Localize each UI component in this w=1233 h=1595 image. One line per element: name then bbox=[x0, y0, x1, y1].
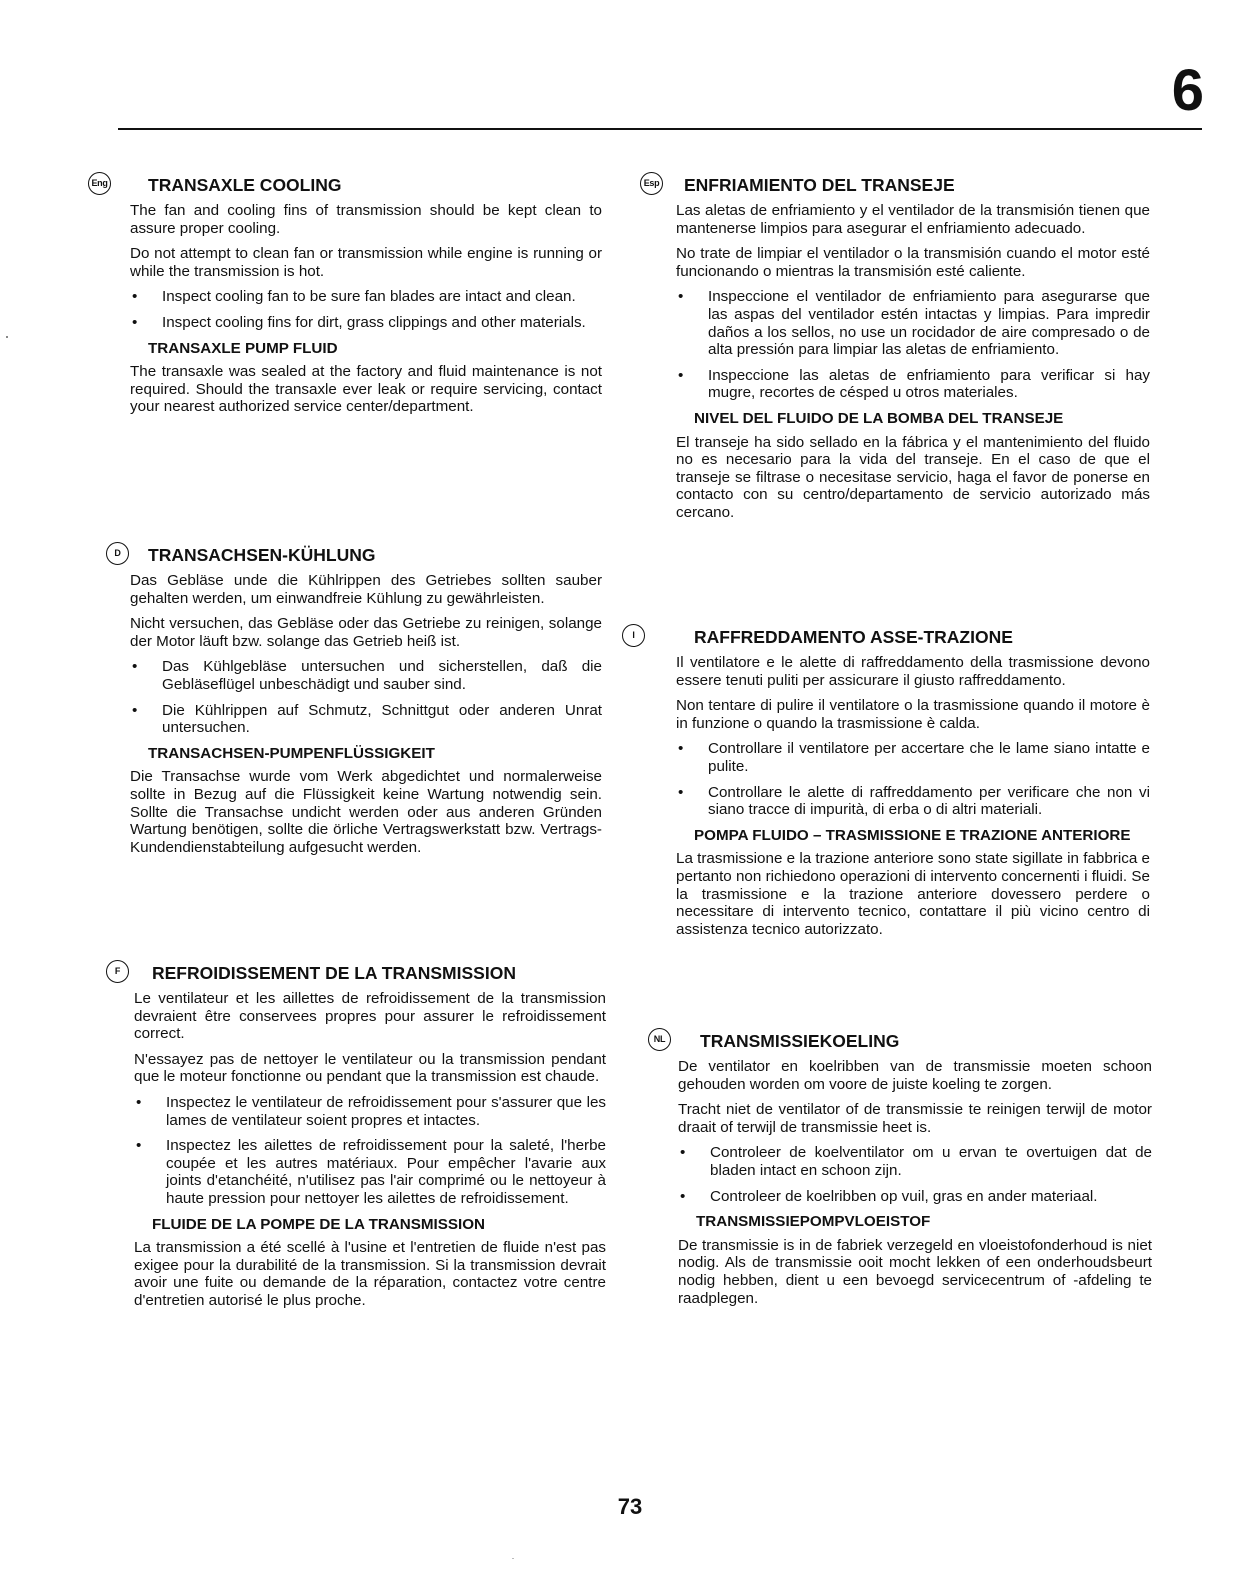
bullet-list bbox=[134, 1094, 606, 1208]
paragraph: Le ventilateur et les aillettes de refroidissement de la transmission devraient être conservees propres pour assurer le refroidissement correct. bbox=[134, 990, 606, 1043]
section-french bbox=[114, 962, 606, 1318]
section-dutch bbox=[653, 1030, 1152, 1315]
bullet-list bbox=[678, 1144, 1152, 1205]
section-title: REFROIDISSEMENT DE LA TRANSMISSION bbox=[152, 963, 516, 983]
chapter-number: 6 bbox=[1171, 58, 1204, 123]
subsection-title: NIVEL DEL FLUIDO DE LA BOMBA DEL TRANSEJE bbox=[694, 409, 1064, 427]
language-english-icon: Eng bbox=[88, 172, 111, 195]
list-item: • Controleer de koelventilator om u ervan te overtuigen dat de bladen intact en schoon zijn. bbox=[678, 1144, 1152, 1179]
paragraph: N'essayez pas de nettoyer le ventilateur ou la transmission pendant que le moteur fonctionne ou pendant que la transmission est chaude. bbox=[134, 1050, 606, 1086]
scan-speck bbox=[512, 1558, 514, 1559]
paragraph: Das Gebläse unde die Kühlrippen des Getriebes sollten sauber gehalten werden, um einwandfreie Kühlung zu gewährleisten. bbox=[130, 572, 602, 607]
paragraph: Non tentare di pulire il ventilatore o la trasmissione quando il motore è in funzione o quando la trasmissione è calda. bbox=[676, 697, 1150, 732]
paragraph: The transaxle was sealed at the factory and fluid maintenance is not required. Should the transaxle ever leak or require servicing, contact your nearest authorized service center/department. bbox=[130, 363, 602, 416]
list-item: • Die Kühlrippen auf Schmutz, Schnittgut oder anderen Unrat untersuchen. bbox=[130, 702, 602, 737]
list-item: • Controllare il ventilatore per accertare che le lame siano intatte e pulite. bbox=[676, 740, 1150, 775]
subsection-title: POMPA FLUIDO – TRASMISSIONE E TRAZIONE ANTERIORE bbox=[694, 826, 1131, 844]
paragraph: Il ventilatore e le alette di raffreddamento della trasmissione devono essere tenuti puliti per assicurare il giusto raffreddamento. bbox=[676, 654, 1150, 689]
paragraph: La trasmissione e la trazione anteriore sono state sigillate in fabbrica e pertanto non richiedono operazioni di intervento concernenti i fluidi. Se la trasmissione e la trazione anteriore dovessero perdere o necessitare di intervento tecnico, contattare il più vicino centro di assistenza tecnico autorizzato. bbox=[676, 850, 1150, 938]
paragraph: El transeje ha sido sellado en la fábrica y el mantenimiento del fluido no es necesario para la vida del transeje. En el caso de que el transeje se filtrase o necesitase servicio, haga el favor de ponerse en contacto con su centro/departamento de servicio autorizado más cercano. bbox=[676, 433, 1150, 521]
section-english bbox=[91, 174, 602, 424]
paragraph: The fan and cooling fins of transmission should be kept clean to assure proper cooling. bbox=[130, 202, 602, 237]
header-rule bbox=[118, 128, 1202, 130]
list-item: • Inspect cooling fins for dirt, grass clippings and other materials. bbox=[130, 314, 602, 332]
bullet-list bbox=[676, 740, 1150, 818]
subsection-title: FLUIDE DE LA POMPE DE LA TRANSMISSION bbox=[152, 1215, 486, 1233]
list-item: • Inspect cooling fan to be sure fan blades are intact and clean. bbox=[130, 288, 602, 306]
bullet-list bbox=[676, 288, 1150, 402]
list-item: • Controllare le alette di raffreddamento per verificare che non vi siano tracce di impurità, di erba o di altri materiali. bbox=[676, 784, 1150, 819]
section-title: TRANSACHSEN-KÜHLUNG bbox=[148, 545, 376, 565]
paragraph: Do not attempt to clean fan or transmission while engine is running or while the transmission is hot. bbox=[130, 245, 602, 280]
section-spanish bbox=[643, 174, 1150, 530]
scan-speck bbox=[6, 336, 8, 338]
subsection-title: TRANSAXLE PUMP FLUID bbox=[148, 339, 338, 357]
paragraph: Tracht niet de ventilator of de transmissie te reinigen terwijl de motor draait of terwijl de transmissie heet is. bbox=[678, 1101, 1152, 1136]
language-german-icon: D bbox=[106, 542, 129, 565]
section-title: RAFFREDDAMENTO ASSE-TRAZIONE bbox=[694, 627, 1013, 647]
paragraph: De ventilator en koelribben van de transmissie moeten schoon gehouden worden om voore de juiste koeling te zorgen. bbox=[678, 1058, 1152, 1093]
subsection-title: TRANSACHSEN-PUMPENFLÜSSIGKEIT bbox=[148, 744, 435, 762]
paragraph: De transmissie is in de fabriek verzegeld en vloeistofonderhoud is niet nodig. Als de transmissie ooit mocht lekken of een onderhoudsbeurt nodig hebben, dient u een bevoegd servicecentrum of -afdeling te raadplegen. bbox=[678, 1236, 1152, 1307]
paragraph: Die Transachse wurde vom Werk abgedichtet und normalerweise sollte in Bezug auf die Flüssigkeit keine Wartung notwendig sein. Sollte die Transachse undicht werden oder aus anderen Gründen Wartung benötigen, sollte die örliche Vertragswerkstatt bzw. Vertrags-Kundendienstabteilung aufgesucht werden. bbox=[130, 768, 602, 856]
list-item: • Controleer de koelribben op vuil, gras en ander materiaal. bbox=[678, 1188, 1152, 1206]
paragraph: La transmission a été scellé à l'usine et l'entretien de fluide n'est pas exigee pour la durabilité de la transmission. Si la transmission devrait avoir une fuite ou demande de la réparation, contactez votre centre d'entretien autorisé le plus proche. bbox=[134, 1239, 606, 1309]
section-title: TRANSAXLE COOLING bbox=[148, 175, 342, 195]
list-item: • Inspectez les ailettes de refroidissement pour la saleté, l'herbe coupée et les autres matériaux. Pour empêcher l'avarie aux joints d'etanchéité, n'utilisez pas l'air comprimé ou le nettoyeur à haute pression pour nettoyer les ailettes de refroidissement. bbox=[134, 1137, 606, 1207]
section-german bbox=[114, 544, 602, 864]
list-item: • Inspeccione el ventilador de enfriamiento para asegurarse que las aspas del ventilador estén intactas y limpias. Para impredir daños a los sellos, no use un rocidador de aire compresado o de alta pressión para limpiar las aletas de enfriamiento. bbox=[676, 288, 1150, 358]
language-french-icon: F bbox=[106, 960, 129, 983]
list-item: • Das Kühlgebläse untersuchen und sicherstellen, daß die Gebläseflügel unbeschädigt und sauber sind. bbox=[130, 658, 602, 693]
page-number: 73 bbox=[617, 1494, 643, 1519]
section-title: TRANSMISSIEKOELING bbox=[700, 1031, 900, 1051]
paragraph: No trate de limpiar el ventilador o la transmisión cuando el motor esté funcionando o mientras la transmisión esté caliente. bbox=[676, 245, 1150, 280]
section-italian bbox=[632, 626, 1150, 946]
bullet-list bbox=[130, 288, 602, 331]
section-title: ENFRIAMIENTO DEL TRANSEJE bbox=[684, 175, 955, 195]
paragraph: Nicht versuchen, das Gebläse oder das Getriebe zu reinigen, solange der Motor läuft bzw. solange das Getrieb heiß ist. bbox=[130, 615, 602, 650]
paragraph: Las aletas de enfriamiento y el ventilador de la transmisión tienen que mantenerse limpios para asegurar el enfriamiento adecuado. bbox=[676, 202, 1150, 237]
language-dutch-icon: NL bbox=[648, 1028, 671, 1051]
list-item: • Inspeccione las aletas de enfriamiento para verificar si hay mugre, recortes de césped u otros materiales. bbox=[676, 367, 1150, 402]
subsection-title: TRANSMISSIEPOMPVLOEISTOF bbox=[696, 1213, 931, 1231]
language-italian-icon: I bbox=[622, 624, 645, 647]
bullet-list bbox=[130, 658, 602, 736]
language-spanish-icon: Esp bbox=[640, 172, 663, 195]
list-item: • Inspectez le ventilateur de refroidissement pour s'assurer que les lames de ventilateur soient propres et intactes. bbox=[134, 1094, 606, 1129]
